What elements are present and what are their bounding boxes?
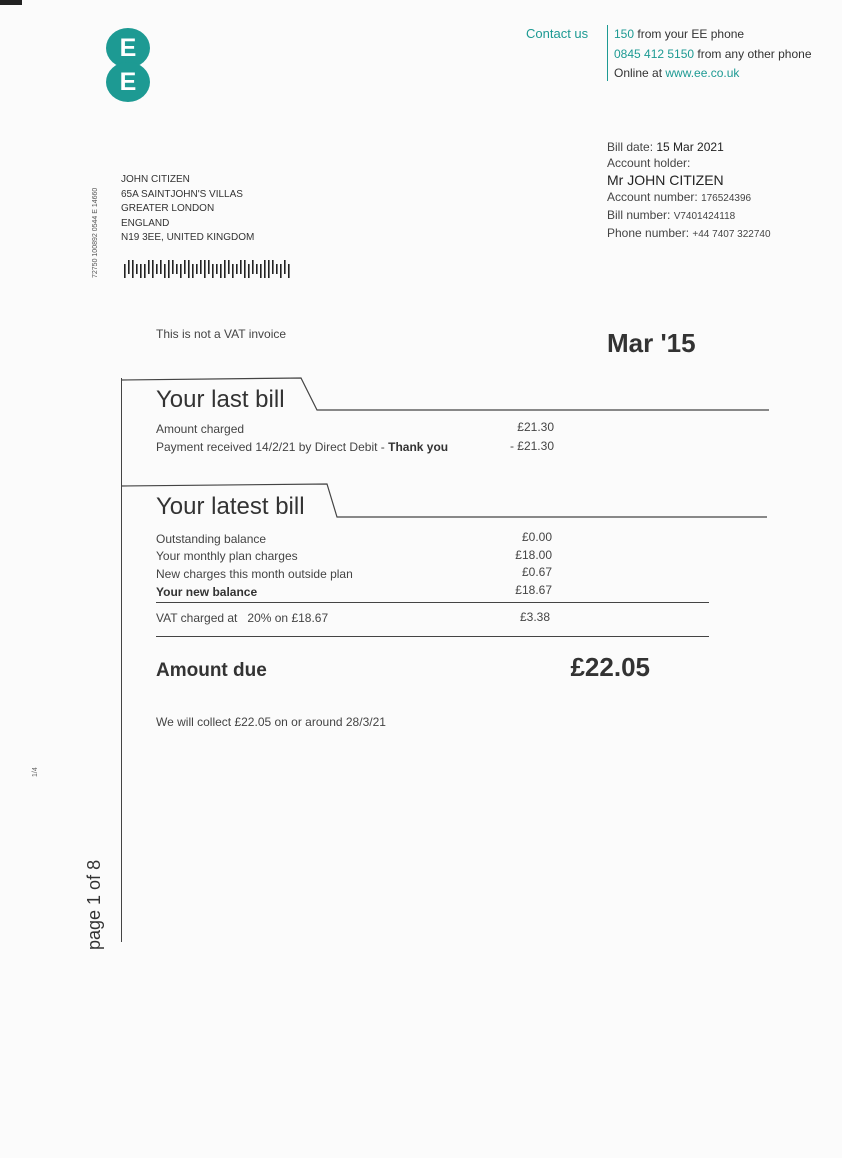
reference-code: 72750 100892 0544 E 14660 [92,187,99,278]
ee-short-number: 150 [614,27,635,41]
barcode-bar [172,260,174,274]
logo-disc-top: E [106,28,150,68]
barcode-bar [176,264,178,274]
barcode-bar [216,264,218,274]
vat-detail: 20% on £18.67 [247,611,329,625]
latest-bill-row-value: £0.67 [521,565,552,579]
website-link[interactable]: www.ee.co.uk [665,66,740,80]
vat-value: £3.38 [519,610,550,624]
logo-disc-bottom: E [106,62,150,102]
bill-period: Mar '15 [607,328,696,358]
barcode-bar [164,264,166,278]
phone-number-label: Phone number: [607,226,690,240]
contact-line3-text: Online at [614,66,666,80]
direct-debit-collect-note: We will collect £22.05 on or around 28/3/21 [156,715,386,729]
contact-divider [607,25,608,81]
barcode-bar [232,264,234,278]
barcode-bar [240,260,242,274]
barcode-bar [192,264,194,278]
phone-number-value: +44 7407 322740 [692,229,771,240]
barcode-bar [276,264,278,274]
barcode-bar [284,260,286,274]
contact-line-online [614,64,812,84]
address-line: GREATER LONDON [121,203,215,214]
barcode-bar [280,264,282,278]
barcode-bar [260,264,262,278]
last-bill-row-value: £21.30 [517,420,554,434]
barcode-bar [136,264,138,274]
bill-number-row [607,207,771,225]
last-bill-row-label [156,440,448,454]
bill-number-label: Bill number: [607,208,671,222]
barcode-bar [268,260,270,278]
amount-due-label: Amount due [156,660,267,681]
bill-date-value: 15 Mar 2021 [656,140,724,154]
address-line: JOHN CITIZEN [121,174,190,185]
barcode-bar [236,264,238,274]
account-number-value: 176524396 [701,193,752,204]
contact-details [614,25,812,84]
barcode-bar [256,264,258,274]
ee-long-number: 0845 412 5150 [614,46,695,61]
barcode-bar [208,260,210,274]
page-number: page 1 of 8 [84,859,104,950]
amount-due-value: £22.05 [570,652,650,682]
barcode-bar [180,264,182,278]
barcode-bar [196,264,198,274]
contact-line-ee-phone [614,25,812,45]
contact-line2-text: from any other phone [694,46,812,61]
barcode-bar [124,264,126,278]
last-bill-row-label: Amount charged [156,422,245,436]
latest-bill-row-label: New charges this month outside plan [156,567,353,581]
phone-number-row [607,225,771,243]
bill-date-row [607,139,771,155]
barcode-bar [144,264,146,278]
divider-line [156,602,709,603]
contact-us-title: Contact us [526,26,589,41]
address-line: N19 3EE, UNITED KINGDOM [121,232,255,243]
barcode-bar [244,260,246,278]
left-frame-line [121,378,122,942]
new-balance-value: £18.67 [515,583,552,597]
barcode-bar [252,260,254,274]
account-number-label: Account number: [607,190,698,204]
side-mark: 1/4 [32,767,39,777]
postal-barcode [124,260,296,278]
bill-number-value: V7401424118 [673,211,736,222]
address-line: 65A SAINTJOHN'S VILLAS [121,188,243,200]
bill-date-label: Bill date: [607,140,654,154]
barcode-bar [128,260,130,274]
payment-received-text: Payment received 14/2/21 by Direct Debit - [156,440,389,454]
last-bill-row-value: - £21.30 [509,439,554,453]
address-line: ENGLAND [121,217,170,229]
divider-line [156,636,709,637]
barcode-bar [188,260,190,278]
scan-corner-mark [0,0,22,5]
thank-you-text: Thank you [388,440,449,454]
barcode-bar [228,260,230,274]
barcode-bar [224,260,226,278]
latest-bill-title: Your latest bill [156,493,305,520]
contact-line-other-phone [614,45,812,65]
barcode-bar [140,264,142,278]
barcode-bar [288,264,290,278]
postal-address [121,173,254,246]
barcode-bar [132,260,134,278]
latest-bill-row-label: Outstanding balance [156,532,267,546]
barcode-bar [204,260,206,278]
barcode-bar [220,264,222,278]
latest-bill-row-value: £18.00 [515,548,552,562]
barcode-bar [168,260,170,278]
barcode-bar [184,260,186,274]
barcode-bar [248,264,250,278]
barcode-bar [200,260,202,274]
barcode-bar [148,260,150,274]
latest-bill-row-label: Your monthly plan charges [156,549,298,563]
contact-line1-text: from your EE phone [634,27,745,41]
not-vat-invoice-note: This is not a VAT invoice [156,327,287,341]
new-balance-label: Your new balance [156,585,258,599]
barcode-bar [160,260,162,274]
barcode-bar [272,260,274,274]
account-holder-name: Mr JOHN CITIZEN [607,172,724,188]
account-info [607,139,771,243]
vat-row [156,611,328,625]
latest-bill-row-value: £0.00 [521,530,552,544]
last-bill-title: Your last bill [156,386,285,413]
ee-logo [106,28,150,102]
account-holder-label: Account holder: [607,156,691,170]
barcode-bar [152,260,154,278]
barcode-bar [264,260,266,278]
barcode-bar [156,264,158,274]
account-number-row [607,189,771,207]
vat-label: VAT charged at [156,611,238,625]
barcode-bar [212,264,214,278]
